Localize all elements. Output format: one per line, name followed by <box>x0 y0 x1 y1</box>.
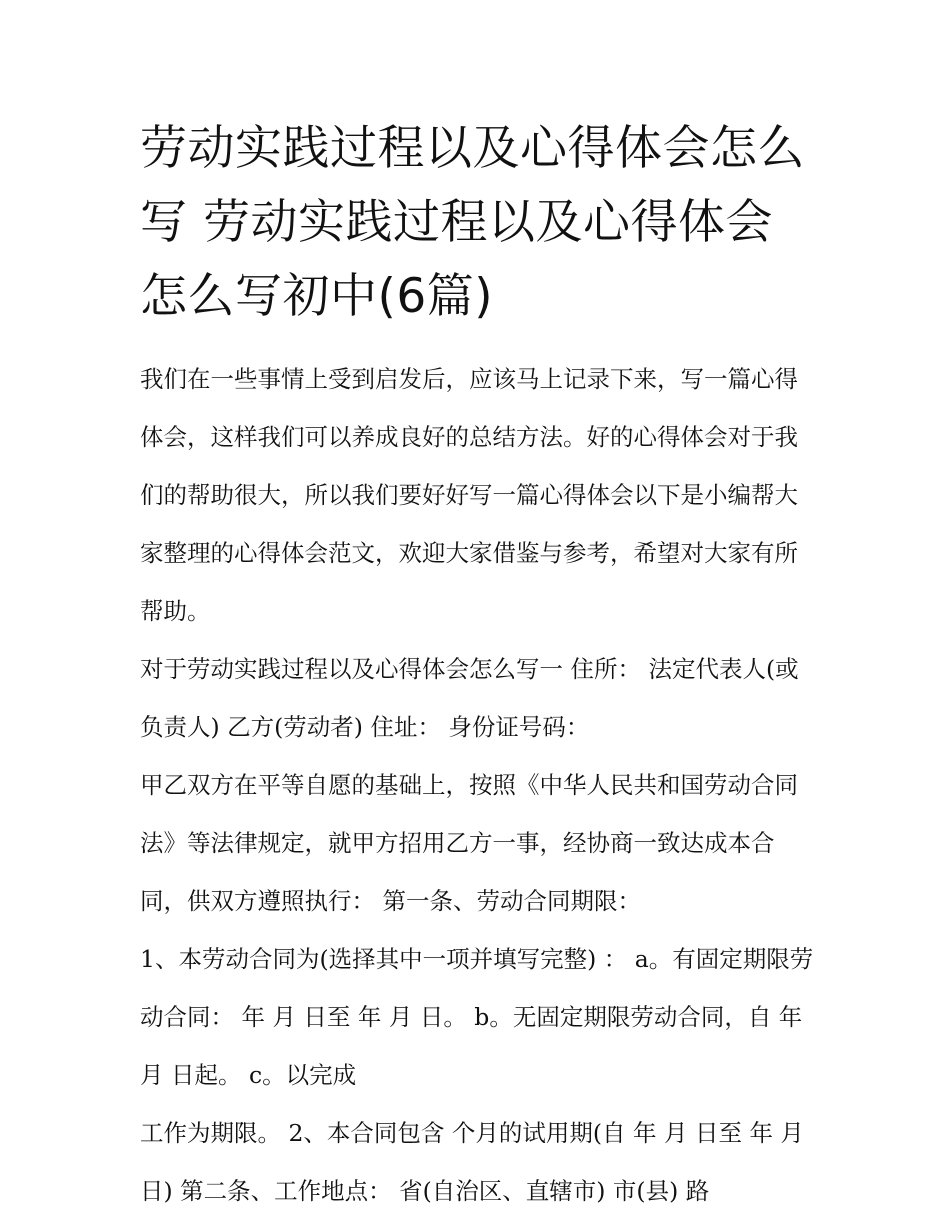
contract-party-paragraph: 对于劳动实践过程以及心得体会怎么写一 住所： 法定代表人(或负责人) 乙方(劳动者) 住址： 身份证号码： <box>140 655 799 741</box>
document-body <box>140 350 820 1220</box>
intro-paragraph: 我们在一些事情上受到启发后，应该马上记录下来，写一篇心得体会，这样我们可以养成良好的总结方法。好的心得体会对于我们的帮助很大，所以我们要好好写一篇心得体会以下是小编帮大家整理的心得体会范文，欢迎大家借鉴与参考，希望对大家有所帮助。 <box>140 365 798 625</box>
contract-preamble-paragraph: 甲乙双方在平等自愿的基础上，按照《中华人民共和国劳动合同法》等法律规定，就甲方招用乙方一事，经协商一致达成本合同，供双方遵照执行： 第一条、劳动合同期限： <box>140 771 798 915</box>
contract-term-paragraph: 1、本劳动合同为(选择其中一项并填写完整) ： a。有固定期限劳动合同： 年 月 日至 年 月 日。 b。无固定期限劳动合同，自 年 月 日起。 c。以完成 <box>140 945 814 1089</box>
contract-location-paragraph: 工作为期限。 2、本合同包含 个月的试用期(自 年 月 日至 年 月 日) 第二条、工作地点： 省(自治区、直辖市) 市(县) 路 <box>140 1119 804 1205</box>
document-title: 劳动实践过程以及心得体会怎么写 劳动实践过程以及心得体会怎么写初中(6篇) <box>140 121 805 324</box>
